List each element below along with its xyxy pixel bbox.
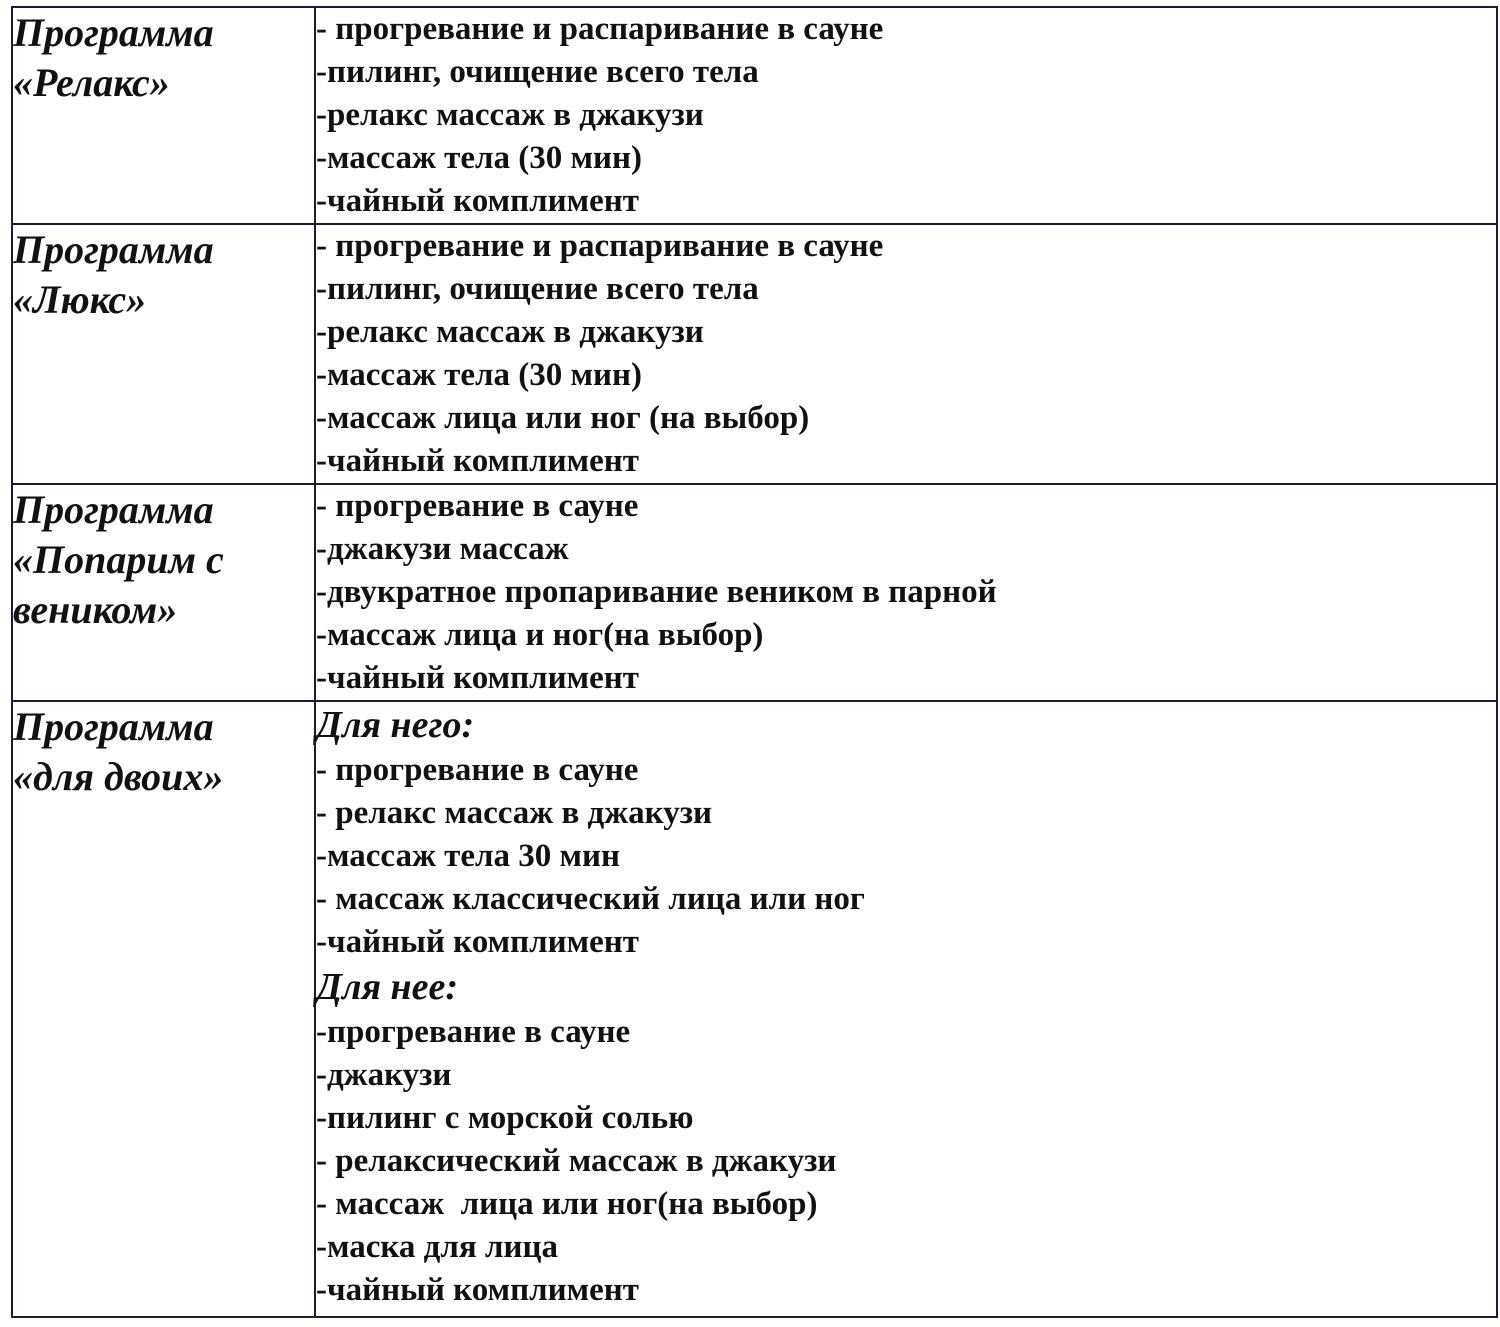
- program-item: - прогревание в сауне: [316, 488, 639, 524]
- program-item: -джакузи: [316, 1057, 452, 1093]
- program-item: -пилинг, очищение всего тела: [316, 271, 759, 307]
- program-item: - массаж лица или ног(на выбор): [316, 1186, 818, 1222]
- program-items-cell: [315, 7, 1497, 224]
- program-item: -чайный комплимент: [316, 660, 639, 696]
- program-item: -массаж лица и ног(на выбор): [316, 617, 764, 653]
- program-item: -релакс массаж в джакузи: [316, 97, 704, 133]
- program-item: -двукратное пропаривание веником в парной: [316, 574, 997, 610]
- program-name-line: «для двоих»: [13, 754, 224, 799]
- program-item: -прогревание в сауне: [316, 1014, 631, 1050]
- program-name-line: Программа: [13, 487, 214, 532]
- program-row-venik: [12, 484, 1497, 701]
- program-items-cell: [315, 701, 1497, 1317]
- program-item: -джакузи массаж: [316, 531, 569, 567]
- program-items-cell: [315, 484, 1497, 701]
- program-item: - прогревание в сауне: [316, 752, 639, 788]
- program-name-cell: [12, 224, 315, 484]
- program-item: -пилинг с морской солью: [316, 1100, 694, 1136]
- programs-table: [11, 6, 1498, 1318]
- program-item: -массаж тела (30 мин): [316, 140, 642, 176]
- program-item: -чайный комплимент: [316, 183, 639, 219]
- program-item: -релакс массаж в джакузи: [316, 314, 704, 350]
- program-name-line: Программа: [13, 10, 214, 55]
- program-item: -чайный комплимент: [316, 443, 639, 479]
- program-name-cell: [12, 7, 315, 224]
- program-row-lux: [12, 224, 1497, 484]
- program-item: -пилинг, очищение всего тела: [316, 54, 759, 90]
- program-name-cell: [12, 701, 315, 1317]
- program-name-line: Программа: [13, 227, 214, 272]
- for-him-heading: Для него:: [316, 704, 475, 746]
- program-name-line: веником»: [13, 587, 178, 632]
- program-name-line: Программа: [13, 704, 214, 749]
- program-name-cell: [12, 484, 315, 701]
- for-her-heading: Для нее:: [316, 966, 459, 1008]
- program-name-line: «Релакс»: [13, 60, 170, 105]
- program-item: - релакс массаж в джакузи: [316, 795, 712, 831]
- program-item: -чайный комплимент: [316, 924, 639, 960]
- program-item: - массаж классический лица или ног: [316, 881, 865, 917]
- program-item: -массаж тела 30 мин: [316, 838, 620, 874]
- program-row-relax: [12, 7, 1497, 224]
- program-item: - релаксический массаж в джакузи: [316, 1143, 837, 1179]
- program-item: -массаж лица или ног (на выбор): [316, 400, 810, 436]
- program-item: - прогревание и распаривание в сауне: [316, 228, 884, 264]
- program-item: - прогревание и распаривание в сауне: [316, 11, 884, 47]
- program-items-cell: [315, 224, 1497, 484]
- program-name-line: «Люкс»: [13, 277, 147, 322]
- program-name-line: «Попарим с: [13, 537, 224, 582]
- program-item: -маска для лица: [316, 1229, 559, 1265]
- program-row-for-two: [12, 701, 1497, 1317]
- program-item: -массаж тела (30 мин): [316, 357, 642, 393]
- program-item: -чайный комплимент: [316, 1272, 639, 1308]
